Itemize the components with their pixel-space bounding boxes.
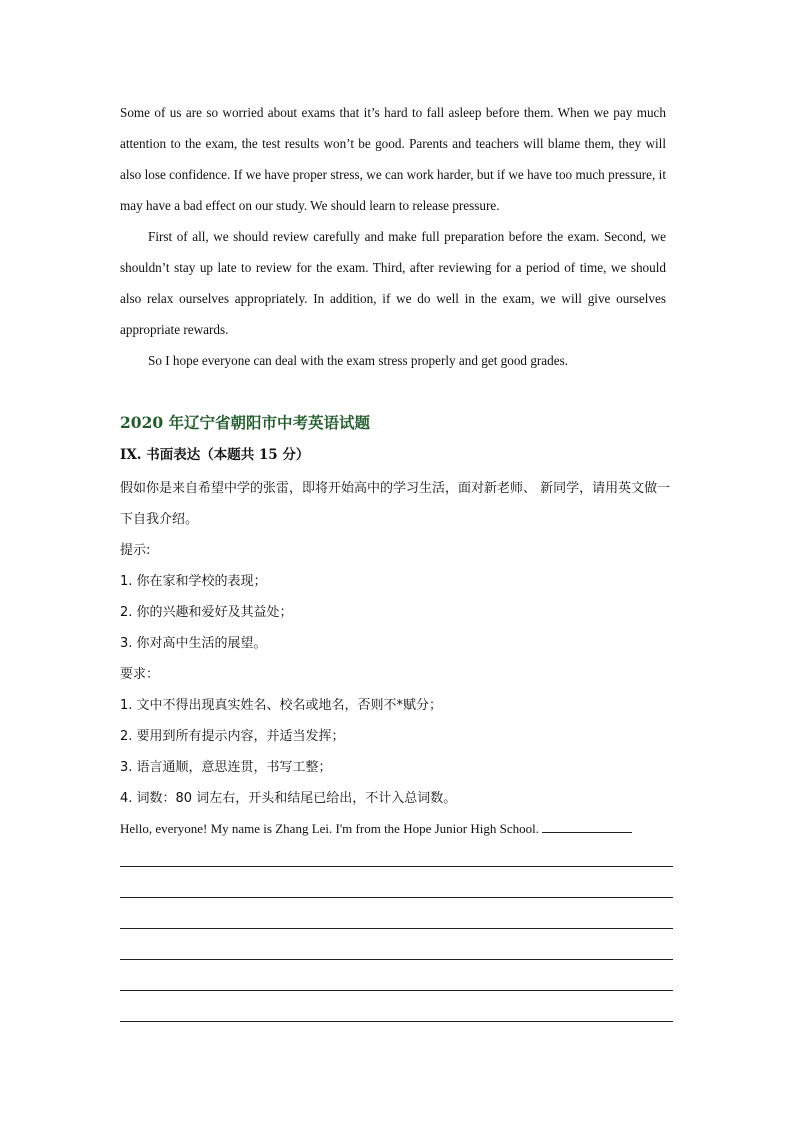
answer-opening-text: Hello, everyone! My name is Zhang Lei. I'm from the Hope Junior High School. (120, 821, 539, 836)
requirement-item: 2. 要用到所有提示内容，并适当发挥； (120, 729, 345, 744)
writing-prompt (120, 473, 676, 814)
essay-paragraph-1: Some of us are so worried about exams that it’s hard to fall asleep before them. When we pay much attention to the exam, the test results won’t be good. Parents and teachers will blame them, they will also lose confidence. If we have proper stress, we can work harder, but if we have too much pressure, it may have a bad effect on our study. We should learn to release pressure. (120, 105, 666, 213)
requirement-item: 3. 语言通顺，意思连贯，书写工整； (120, 760, 332, 775)
answer-opening-line (120, 817, 632, 841)
exam-title: 2020 年辽宁省朝阳市中考英语试题 (120, 413, 371, 432)
requirement-item: 1. 文中不得出现真实姓名、校名或地名，否则不*赋分； (120, 698, 443, 713)
requirement-item: 4. 词数：80 词左右，开头和结尾已给出，不计入总词数。 (120, 791, 457, 806)
prompt-intro: 假如你是来自希望中学的张雷，即将开始高中的学习生活，面对新老师、 新同学，请用英文做一下自我介绍。 (120, 481, 671, 527)
writing-line[interactable] (120, 959, 673, 960)
writing-line[interactable] (120, 866, 673, 867)
model-essay (120, 97, 666, 376)
writing-line[interactable] (120, 928, 673, 929)
essay-paragraph-2: First of all, we should review carefully and make full preparation before the exam. Second, we shouldn’t stay up late to review for the exam. Third, after reviewing for a period of time, we should also relax ourselves appropriately. In addition, if we do well in the exam, we will give ourselves appropriate rewards. (120, 229, 666, 337)
answer-writing-lines[interactable] (120, 866, 673, 1052)
answer-blank[interactable] (542, 818, 632, 833)
requirements-label: 要求： (120, 667, 160, 682)
essay-paragraph-3: So I hope everyone can deal with the exam stress properly and get good grades. (148, 353, 569, 368)
hint-item: 2. 你的兴趣和爱好及其益处； (120, 605, 293, 620)
writing-line[interactable] (120, 897, 673, 898)
writing-line[interactable] (120, 990, 673, 991)
question-heading: IX. 书面表达（本题共 15 分） (120, 447, 310, 463)
hint-item: 1. 你在家和学校的表现； (120, 574, 267, 589)
writing-line[interactable] (120, 1021, 673, 1022)
hints-label: 提示: (120, 543, 151, 558)
hint-item: 3. 你对高中生活的展望。 (120, 636, 267, 651)
